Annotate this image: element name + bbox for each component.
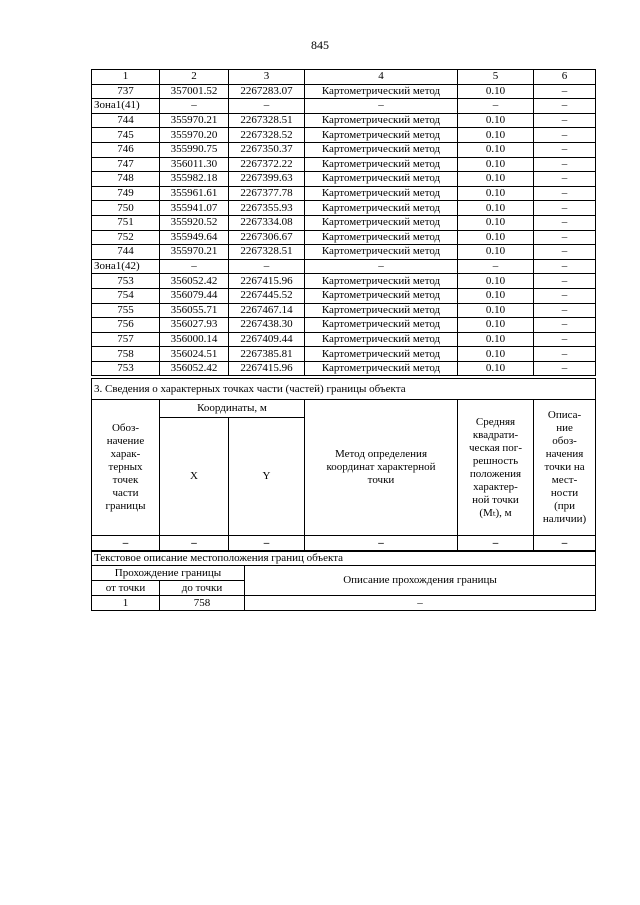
table-cell: 0.10 xyxy=(458,332,534,347)
to-point-value: 758 xyxy=(160,596,245,611)
table-cell: Картометрический метод xyxy=(305,245,458,260)
table-cell: 356052.42 xyxy=(160,361,229,376)
table-cell: 0.10 xyxy=(458,230,534,245)
table-cell: 745 xyxy=(92,128,160,143)
table-cell: 356079.44 xyxy=(160,288,229,303)
table-cell: – xyxy=(534,186,596,201)
table-cell: Картометрический метод xyxy=(305,215,458,230)
header-description: Описа- ние обоз- начения точки на мест- ности (при наличии) xyxy=(534,400,596,536)
table-cell: Картометрический метод xyxy=(305,347,458,362)
table-cell: 2267399.63 xyxy=(229,172,305,187)
table-row xyxy=(92,288,596,303)
table-cell: 2267409.44 xyxy=(229,332,305,347)
table-cell: 754 xyxy=(92,288,160,303)
table-cell: 752 xyxy=(92,230,160,245)
table-row xyxy=(92,215,596,230)
table-row xyxy=(92,245,596,260)
table-cell: 2267385.81 xyxy=(229,347,305,362)
table-cell: 2267334.08 xyxy=(229,215,305,230)
header-from-point: от точки xyxy=(92,581,160,596)
table-cell: 2267306.67 xyxy=(229,230,305,245)
table-row xyxy=(92,274,596,289)
table-cell: 0.10 xyxy=(458,186,534,201)
table-cell: 2267328.52 xyxy=(229,128,305,143)
table-row xyxy=(92,259,596,274)
table-cell: – xyxy=(229,259,305,274)
table-cell: Картометрический метод xyxy=(305,332,458,347)
table-cell: 0.10 xyxy=(458,128,534,143)
table-row xyxy=(92,128,596,143)
table-cell: – xyxy=(534,347,596,362)
table-cell: Картометрический метод xyxy=(305,157,458,172)
table-cell: Картометрический метод xyxy=(305,361,458,376)
table-cell: 356055.71 xyxy=(160,303,229,318)
header-point-designation: Обоз- начение харак- терных точек части границы xyxy=(92,400,160,536)
column-number: 3 xyxy=(229,70,305,85)
table-cell: Картометрический метод xyxy=(305,274,458,289)
table-cell: 756 xyxy=(92,318,160,333)
table-cell: 753 xyxy=(92,274,160,289)
table-cell: 0.10 xyxy=(458,172,534,187)
table-cell: 355970.21 xyxy=(160,245,229,260)
table-cell: 355970.20 xyxy=(160,128,229,143)
table-row xyxy=(92,361,596,376)
table-cell: 0.10 xyxy=(458,142,534,157)
table-row xyxy=(92,142,596,157)
table-cell: 2267350.37 xyxy=(229,142,305,157)
table-cell: 2267467.14 xyxy=(229,303,305,318)
table-cell: Зона1(42) xyxy=(92,259,160,274)
table-cell: Картометрический метод xyxy=(305,303,458,318)
header-to-point: до точки xyxy=(160,581,245,596)
table-cell: Картометрический метод xyxy=(305,230,458,245)
table-cell: – xyxy=(458,259,534,274)
table-row xyxy=(92,84,596,99)
table-cell: Зона1(41) xyxy=(92,99,160,114)
header-x: X xyxy=(160,418,229,536)
table-cell: – xyxy=(534,274,596,289)
table-cell: 0.10 xyxy=(458,245,534,260)
table-cell: 755 xyxy=(92,303,160,318)
dash-cell: – xyxy=(534,536,596,552)
table-cell: 750 xyxy=(92,201,160,216)
table-cell: 356011.30 xyxy=(160,157,229,172)
dash-cell: – xyxy=(229,536,305,552)
table-cell: 355941.07 xyxy=(160,201,229,216)
column-number: 5 xyxy=(458,70,534,85)
table-cell: Картометрический метод xyxy=(305,186,458,201)
table-row xyxy=(92,172,596,187)
table-cell: – xyxy=(534,230,596,245)
table-cell: – xyxy=(534,361,596,376)
table-cell: – xyxy=(160,259,229,274)
page-number: 845 xyxy=(311,38,329,52)
description-value: – xyxy=(245,596,596,611)
dash-cell: – xyxy=(92,536,160,552)
table-cell: 2267415.96 xyxy=(229,274,305,289)
table-cell: 355920.52 xyxy=(160,215,229,230)
table-cell: – xyxy=(534,303,596,318)
table-cell: 0.10 xyxy=(458,215,534,230)
table-cell: – xyxy=(534,201,596,216)
table-cell: 355970.21 xyxy=(160,113,229,128)
table-cell: – xyxy=(534,215,596,230)
table-cell: – xyxy=(534,318,596,333)
table-cell: Картометрический метод xyxy=(305,288,458,303)
table-cell: – xyxy=(534,288,596,303)
table-cell: 0.10 xyxy=(458,113,534,128)
table-cell: 0.10 xyxy=(458,157,534,172)
table-cell: Картометрический метод xyxy=(305,318,458,333)
table-cell: 2267328.51 xyxy=(229,113,305,128)
table-cell: 744 xyxy=(92,245,160,260)
table-cell: 2267355.93 xyxy=(229,201,305,216)
table-cell: – xyxy=(534,245,596,260)
table-cell: 355982.18 xyxy=(160,172,229,187)
table-cell: – xyxy=(534,113,596,128)
table-cell: Картометрический метод xyxy=(305,128,458,143)
table-cell: 749 xyxy=(92,186,160,201)
table-cell: 357001.52 xyxy=(160,84,229,99)
header-passage-description: Описание прохождения границы xyxy=(245,566,596,596)
column-number: 6 xyxy=(534,70,596,85)
table-cell: 757 xyxy=(92,332,160,347)
table-cell: 0.10 xyxy=(458,201,534,216)
table-cell: Картометрический метод xyxy=(305,84,458,99)
header-coordinates: Координаты, м xyxy=(160,400,305,418)
table-cell: 758 xyxy=(92,347,160,362)
table-cell: 0.10 xyxy=(458,303,534,318)
table-cell: – xyxy=(534,128,596,143)
dash-cell: – xyxy=(160,536,229,552)
section3-title: 3. Сведения о характерных точках части (частей) границы объекта xyxy=(92,379,596,400)
table-cell: Картометрический метод xyxy=(305,142,458,157)
table-cell: 355990.75 xyxy=(160,142,229,157)
table-cell: 2267438.30 xyxy=(229,318,305,333)
table-row xyxy=(92,332,596,347)
column-number: 1 xyxy=(92,70,160,85)
table-cell: 2267377.78 xyxy=(229,186,305,201)
table-cell: Картометрический метод xyxy=(305,201,458,216)
table-cell: 737 xyxy=(92,84,160,99)
table-cell: 355961.61 xyxy=(160,186,229,201)
table-cell: – xyxy=(534,142,596,157)
column-number-row xyxy=(92,70,596,85)
table-cell: – xyxy=(534,84,596,99)
table-cell: – xyxy=(534,157,596,172)
table-cell: 744 xyxy=(92,113,160,128)
table-cell: 2267415.96 xyxy=(229,361,305,376)
column-number: 2 xyxy=(160,70,229,85)
table-row xyxy=(92,201,596,216)
table-row xyxy=(92,157,596,172)
table-cell: – xyxy=(305,259,458,274)
table-cell: – xyxy=(534,259,596,274)
table-cell: – xyxy=(534,99,596,114)
table-row xyxy=(92,318,596,333)
table-row xyxy=(92,230,596,245)
header-y: Y xyxy=(229,418,305,536)
table-cell: 753 xyxy=(92,361,160,376)
table-cell: 0.10 xyxy=(458,274,534,289)
table-cell: – xyxy=(229,99,305,114)
table-cell: Картометрический метод xyxy=(305,172,458,187)
table-cell: – xyxy=(534,332,596,347)
coordinates-table xyxy=(91,69,596,376)
table-cell: 356024.51 xyxy=(160,347,229,362)
table-row xyxy=(92,113,596,128)
table-cell: – xyxy=(160,99,229,114)
header-passage: Прохождение границы xyxy=(92,566,245,581)
table-cell: 746 xyxy=(92,142,160,157)
table-cell: 356027.93 xyxy=(160,318,229,333)
table-cell: 748 xyxy=(92,172,160,187)
table-cell: 751 xyxy=(92,215,160,230)
table-cell: 2267283.07 xyxy=(229,84,305,99)
from-point-value: 1 xyxy=(92,596,160,611)
section3-table xyxy=(91,378,596,552)
table-cell: 2267445.52 xyxy=(229,288,305,303)
table-cell: 0.10 xyxy=(458,288,534,303)
table-row xyxy=(92,347,596,362)
table-cell: 0.10 xyxy=(458,347,534,362)
table-cell: 747 xyxy=(92,157,160,172)
table-row xyxy=(92,99,596,114)
header-method: Метод определения координат характерной точки xyxy=(305,400,458,536)
table-cell: 356000.14 xyxy=(160,332,229,347)
boundary-text-table xyxy=(91,550,596,611)
header-accuracy: Средняя квадрати- ческая пог- решность положения характер- ной точки (Mₜ), м xyxy=(458,400,534,536)
table-cell: 0.10 xyxy=(458,318,534,333)
text-section-title: Текстовое описание местоположения границ объекта xyxy=(92,551,596,566)
table-cell: 0.10 xyxy=(458,84,534,99)
table-cell: 0.10 xyxy=(458,361,534,376)
table-cell: Картометрический метод xyxy=(305,113,458,128)
column-number: 4 xyxy=(305,70,458,85)
table-cell: 355949.64 xyxy=(160,230,229,245)
table-cell: 2267328.51 xyxy=(229,245,305,260)
table-cell: – xyxy=(534,172,596,187)
table-cell: – xyxy=(305,99,458,114)
table-cell: 2267372.22 xyxy=(229,157,305,172)
table-cell: – xyxy=(458,99,534,114)
dash-cell: – xyxy=(458,536,534,552)
table-row xyxy=(92,186,596,201)
table-row xyxy=(92,303,596,318)
dash-cell: – xyxy=(305,536,458,552)
table-cell: 356052.42 xyxy=(160,274,229,289)
